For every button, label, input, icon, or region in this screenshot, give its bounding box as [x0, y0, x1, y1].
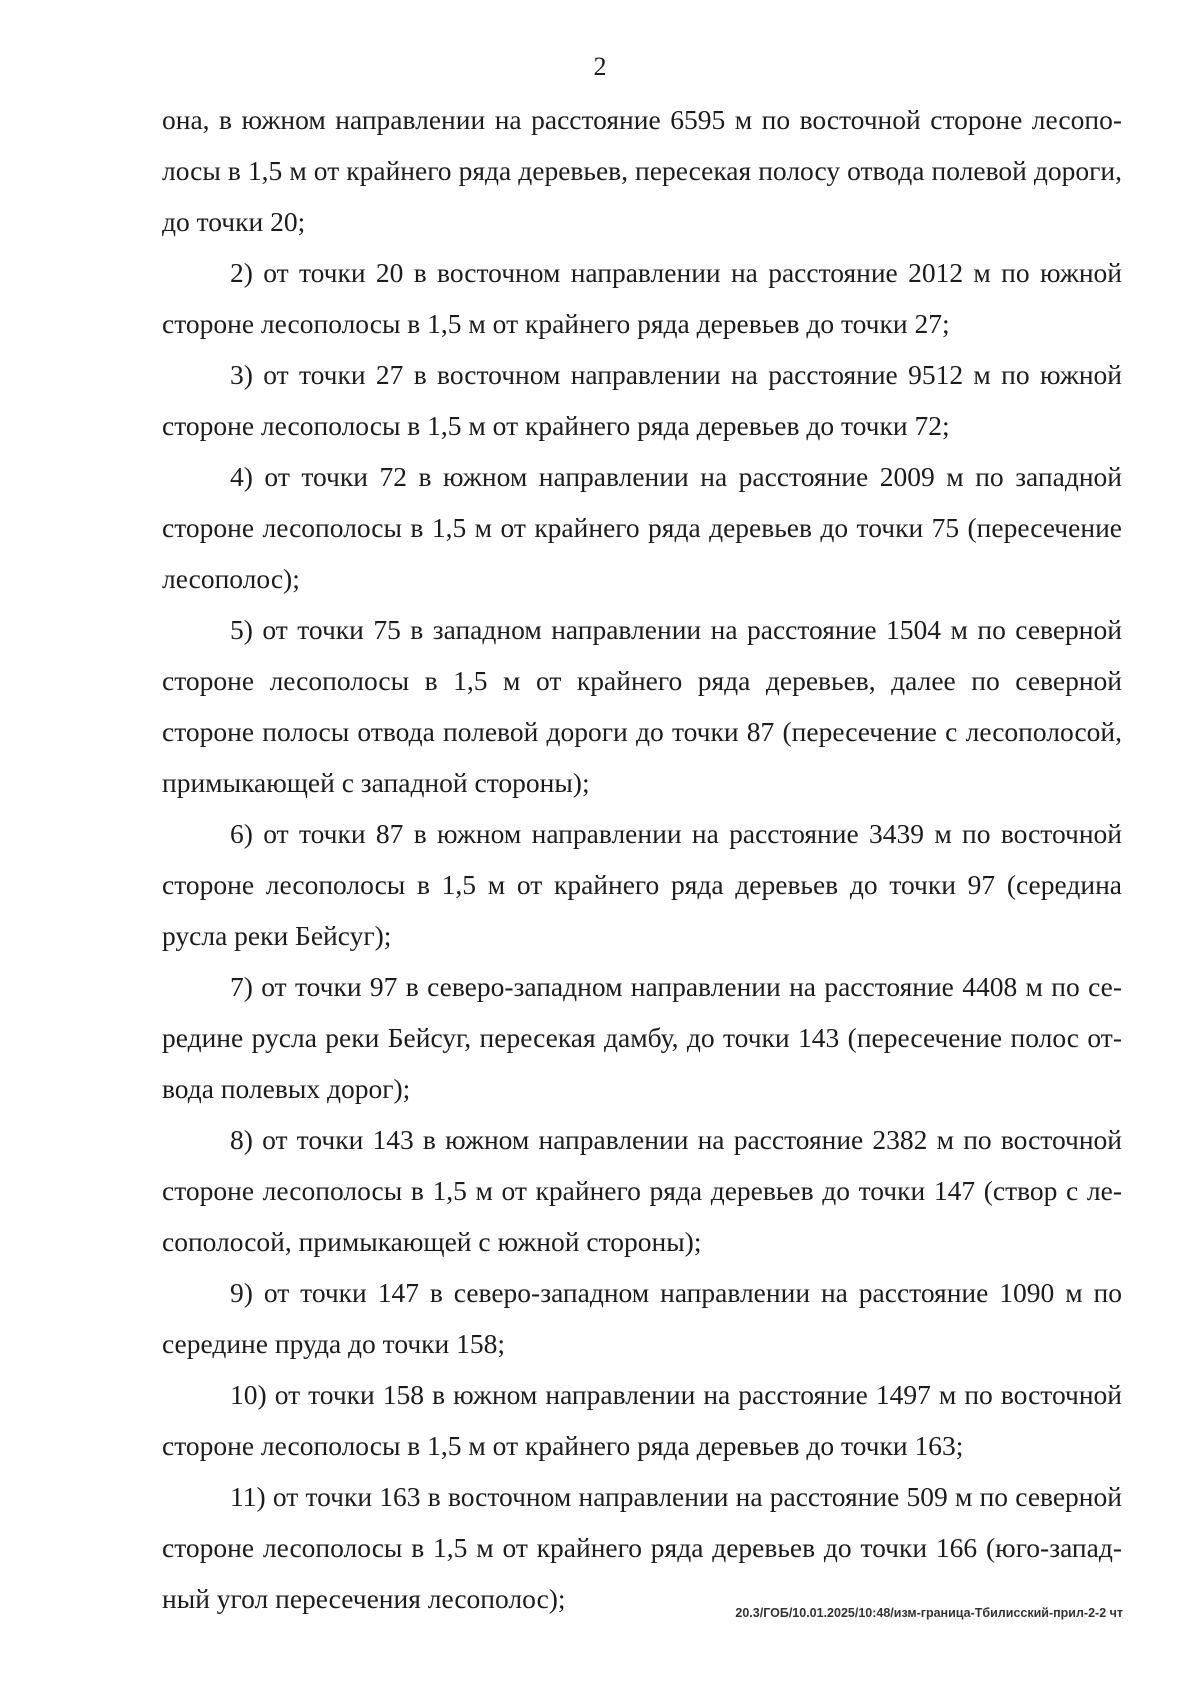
document-footer-code: 20.3/ГОБ/10.01.2025/10:48/изм-граница-Тбилисский-прил-2-2 чт: [735, 1606, 1123, 1620]
paragraph-item-4: 4) от точки 72 в южном направлении на расстояние 2009 м по западной стороне лесополосы в 1,5 м от крайнего ряда деревьев до точки 75 (пересечение лесополос);: [162, 461, 1122, 594]
paragraph-intro: она, в южном направлении на расстояние 6595 м по восточной стороне лесополосы в 1,5 м от крайнего ряда деревьев, пересекая полосу отвода полевой дороги, до точки 20;: [162, 104, 1122, 237]
paragraph-item-11: 11) от точки 163 в восточном направлении на расстояние 509 м по северной стороне лесополосы в 1,5 м от крайнего ряда деревьев до точки 166 (юго-западный угол пересечения лесополос);: [162, 1481, 1122, 1614]
page-number: 2: [593, 52, 607, 81]
paragraph-item-6: 6) от точки 87 в южном направлении на расстояние 3439 м по восточной стороне лесополосы в 1,5 м от крайнего ряда деревьев до точки 97 (середина русла реки Бейсуг);: [162, 818, 1122, 951]
paragraph-item-9: 9) от точки 147 в северо-западном направлении на расстояние 1090 м по середине пруда до точки 158;: [162, 1277, 1122, 1359]
paragraph-item-2: 2) от точки 20 в восточном направлении на расстояние 2012 м по южной стороне лесополосы в 1,5 м от крайнего ряда деревьев до точки 27;: [162, 257, 1122, 339]
paragraph-item-10: 10) от точки 158 в южном направлении на расстояние 1497 м по восточной стороне лесополосы в 1,5 м от крайнего ряда деревьев до точки 163;: [162, 1379, 1122, 1461]
paragraph-item-8: 8) от точки 143 в южном направлении на расстояние 2382 м по восточной стороне лесополосы в 1,5 м от крайнего ряда деревьев до точки 147 (створ с лесополосой, примыкающей с южной стороны);: [162, 1124, 1122, 1257]
paragraph-item-7: 7) от точки 97 в северо-западном направлении на расстояние 4408 м по середине русла реки Бейсуг, пересекая дамбу, до точки 143 (пересечение полос отвода полевых дорог);: [162, 971, 1122, 1104]
paragraph-item-5: 5) от точки 75 в западном направлении на расстояние 1504 м по северной стороне лесополосы в 1,5 м от крайнего ряда деревьев, далее по северной стороне полосы отвода полевой дороги до точки 87 (пересечение с лесополосой, примыкающей с западной стороны);: [162, 614, 1122, 798]
document-body: [162, 94, 1122, 1624]
paragraph-item-3: 3) от точки 27 в восточном направлении на расстояние 9512 м по южной стороне лесополосы в 1,5 м от крайнего ряда деревьев до точки 72;: [162, 359, 1122, 441]
